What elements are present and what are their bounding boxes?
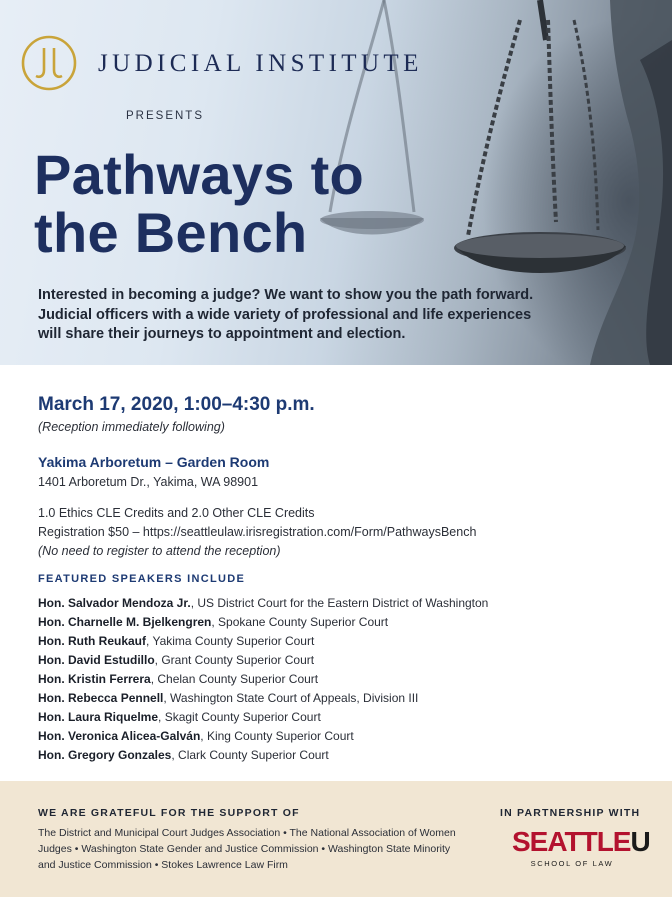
org-name: JUDICIAL INSTITUTE — [98, 50, 423, 77]
speaker-court: , Yakima County Superior Court — [146, 634, 315, 648]
cle-credits: 1.0 Ethics CLE Credits and 2.0 Other CLE Credits — [38, 506, 315, 520]
speakers-heading: FEATURED SPEAKERS INCLUDE — [38, 573, 246, 585]
event-date-time: March 17, 2020, 1:00–4:30 p.m. — [38, 394, 315, 415]
speaker-item — [38, 746, 488, 765]
seattle-u-subtitle: SCHOOL OF LAW — [530, 859, 614, 868]
speaker-court: , Clark County Superior Court — [171, 748, 329, 762]
speaker-item — [38, 670, 488, 689]
speaker-item — [38, 689, 488, 708]
speaker-name: Hon. Ruth Reukauf — [38, 634, 146, 648]
speaker-court: , Grant County Superior Court — [154, 653, 315, 667]
speaker-court: , Chelan County Superior Court — [150, 672, 319, 686]
speaker-name: Hon. Kristin Ferrera — [38, 672, 151, 686]
speaker-court: , King County Superior Court — [200, 729, 354, 743]
speaker-item — [38, 727, 488, 746]
event-details — [38, 394, 658, 561]
speaker-court: , US District Court for the Eastern District of Washington — [190, 596, 489, 610]
seattle-u-logo — [512, 826, 650, 868]
support-text: The District and Municipal Court Judges Association • The National Association of Women Judges • Washington State Gender and Justice Commission • Washington State Minority and Justice Commission • Stokes Lawrence Law Firm — [38, 827, 456, 871]
judicial-institute-logo — [20, 34, 78, 92]
hero-banner — [0, 0, 672, 365]
seattle-u-wordmark-red: SEATTLE — [512, 826, 631, 857]
presents-label: PRESENTS — [126, 110, 204, 122]
intro-text: Interested in becoming a judge? We want to show you the path forward. Judicial officers with a wide variety of professional and life experiences will share their journeys to appointment and election. — [38, 287, 534, 342]
speaker-name: Hon. Rebecca Pennell — [38, 691, 164, 705]
speaker-item — [38, 632, 488, 651]
reception-note: (Reception immediately following) — [38, 420, 225, 434]
support-heading: WE ARE GRATEFUL FOR THE SUPPORT OF — [38, 807, 300, 819]
speaker-name: Hon. David Estudillo — [38, 653, 155, 667]
seattle-u-wordmark-black: U — [630, 826, 650, 857]
speaker-name: Hon. Gregory Gonzales — [38, 748, 172, 762]
speaker-item — [38, 613, 488, 632]
speaker-item — [38, 651, 488, 670]
speaker-item — [38, 594, 488, 613]
venue-name: Yakima Arboretum – Garden Room — [38, 454, 270, 470]
seattle-u-wordmark — [512, 826, 650, 857]
registration-note: (No need to register to attend the reception) — [38, 544, 281, 558]
partner-heading: IN PARTNERSHIP WITH — [500, 807, 641, 819]
speaker-court: , Washington State Court of Appeals, Division III — [163, 691, 419, 705]
venue-address: 1401 Arboretum Dr., Yakima, WA 98901 — [38, 475, 259, 489]
speaker-item — [38, 708, 488, 727]
event-title-line-1: Pathways to — [34, 143, 365, 206]
footer — [0, 781, 672, 897]
speaker-name: Hon. Laura Riquelme — [38, 710, 159, 724]
event-title — [34, 143, 365, 264]
speaker-court: , Skagit County Superior Court — [158, 710, 321, 724]
registration-link[interactable]: Registration $50 – https://seattleulaw.irisregistration.com/Form/PathwaysBench — [38, 525, 477, 539]
speaker-name: Hon. Charnelle M. Bjelkengren — [38, 615, 212, 629]
speakers-list — [38, 594, 488, 765]
speaker-court: , Spokane County Superior Court — [211, 615, 389, 629]
speaker-name: Hon. Salvador Mendoza Jr. — [38, 596, 191, 610]
speaker-name: Hon. Veronica Alicea-Galván — [38, 729, 201, 743]
event-title-line-2: the Bench — [34, 201, 308, 264]
